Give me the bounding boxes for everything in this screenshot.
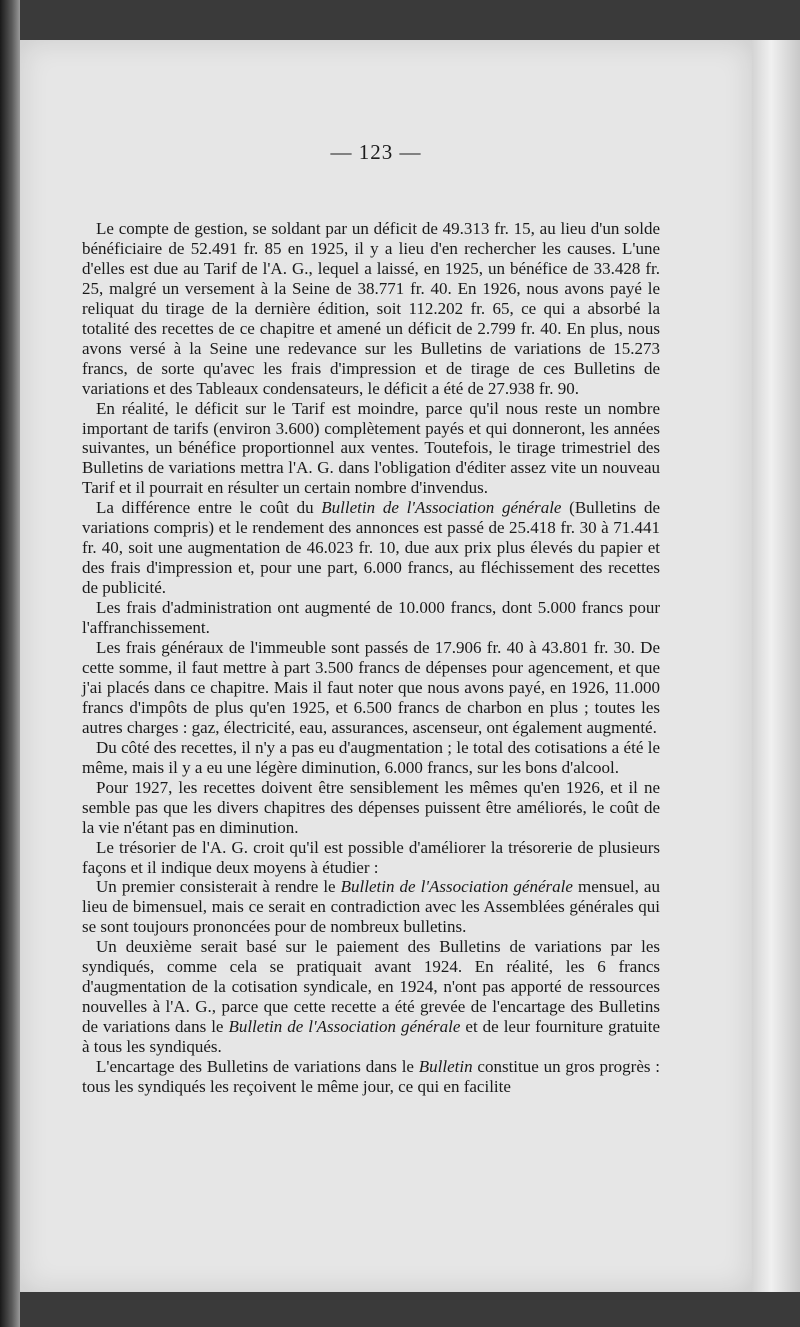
- text-run: En réalité, le déficit sur le Tarif est moindre, parce qu'il nous reste un nombre important de tarifs (environ 3.600) complètement payés et qui donneront, les années suivantes, un bénéfice proportionnel aux ventes. Toutefois, le tirage trimestriel des Bulletins de variations mettra l'A. G. dans l'obligation d'éditer assez vite un nouveau Tarif et il pourrait en résulter un certain nombre d'invendus.: [82, 398, 660, 498]
- book-spine: [0, 0, 20, 1327]
- text-run: Le trésorier de l'A. G. croit qu'il est possible d'améliorer la trésorerie de plusieurs façons et il indique deux moyens à étudier :: [82, 837, 660, 877]
- text-run: Les frais généraux de l'immeuble sont passés de 17.906 fr. 40 à 43.801 fr. 30. De cette somme, il faut mettre à part 3.500 francs de dépenses pour agencement, et que j'ai placés dans ce chapitre. Mais il faut noter que nous avons payé, en 1926, 11.000 francs d'impôts de plus qu'en 1925, et 6.500 francs de charbon en plus ; toutes les autres charges : gaz, électricité, eau, assurances, ascenseur, ont également augmenté.: [82, 638, 660, 737]
- text-run: et de leur fourniture gratuite à tous les syndiqués.: [82, 1017, 660, 1057]
- paragraph: [82, 598, 660, 638]
- paragraph: [82, 738, 660, 778]
- paragraph: [82, 838, 660, 878]
- text-run: mensuel, au lieu de bimensuel, mais ce serait en contradiction avec les Assemblées générales qui se sont toujours prononcées pour de nombreux bulletins.: [82, 877, 660, 937]
- text-run: L'encartage des Bulletins de variations dans le: [96, 1057, 419, 1077]
- italic-title: Bulletin de l'Association générale: [340, 877, 573, 897]
- italic-title: Bulletin de l'Association générale: [228, 1017, 461, 1037]
- text-run: Les frais d'administration ont augmenté de 10.000 francs, dont 5.000 francs pour l'affranchissement.: [82, 598, 660, 638]
- text-run: constitue un gros progrès : tous les syndiqués les reçoivent le même jour, ce qui en facilite: [82, 1057, 661, 1096]
- text-run: Pour 1927, les recettes doivent être sensiblement les mêmes qu'en 1926, et il ne semble pas que les divers chapitres des dépenses puissent être améliorés, le coût de la vie n'étant pas en diminution.: [82, 777, 660, 837]
- paragraph: [82, 638, 660, 738]
- italic-title: Bulletin: [418, 1057, 473, 1077]
- paragraph: [82, 1057, 660, 1097]
- text-run: Un premier consisterait à rendre le: [96, 877, 341, 897]
- book-page: [20, 40, 752, 1292]
- paragraph: [82, 219, 660, 399]
- paragraph: [82, 937, 660, 1057]
- page-edge: [752, 40, 800, 1292]
- paragraph: [82, 877, 660, 937]
- text-run: Un deuxième serait basé sur le paiement des Bulletins de variations par les syndiqués, comme cela se pratiquait avant 1924. En réalité, les 6 francs d'augmentation de la cotisation syndicale, en 1924, n'ont pas apporté de ressources nouvelles à l'A. G., parce que cette recette a été grevée de l'encartage des Bulletins de variations dans le: [82, 937, 660, 1037]
- text-run: Du côté des recettes, il n'y a pas eu d'augmentation ; le total des cotisations a été le même, mais il y a eu une légère diminution, 6.000 francs, sur les bons d'alcool.: [82, 737, 660, 777]
- body-text: [82, 219, 660, 1097]
- paragraph: [82, 399, 660, 499]
- paragraph: [82, 498, 660, 598]
- italic-title: Bulletin de l'Association générale: [321, 498, 562, 518]
- text-run: La différence entre le coût du: [96, 498, 322, 518]
- page-number: — 123 —: [330, 140, 422, 164]
- text-run: Le compte de gestion, se soldant par un déficit de 49.313 fr. 15, au lieu d'un solde bénéficiaire de 52.491 fr. 85 en 1925, il y a lieu d'en rechercher les causes. L'une d'elles est due au Tarif de l'A. G., lequel a laissé, en 1925, un bénéfice de 33.428 fr. 25, malgré un versement à la Seine de 38.771 fr. 40. En 1926, nous avons payé le reliquat du tirage de la dernière édition, soit 112.202 fr. 65, ce qui a absorbé la totalité des recettes de ce chapitre et amené un déficit de 2.799 fr. 40. En plus, nous avons versé à la Seine une redevance sur les Bulletins de variations de 15.273 francs, de sorte qu'avec les frais d'impression et de tirage de ces Bulletins de variations et des Tableaux condensateurs, le déficit a été de 27.938 fr. 90.: [82, 219, 660, 398]
- paragraph: [82, 778, 660, 838]
- text-run: (Bulletins de variations compris) et le rendement des annonces est passé de 25.418 fr. 30 à 71.441 fr. 40, soit une augmentation de 46.023 fr. 10, due aux prix plus élevés du papier et des frais d'impression et, pour une part, 6.000 francs, au fléchissement des recettes de publicité.: [82, 498, 660, 598]
